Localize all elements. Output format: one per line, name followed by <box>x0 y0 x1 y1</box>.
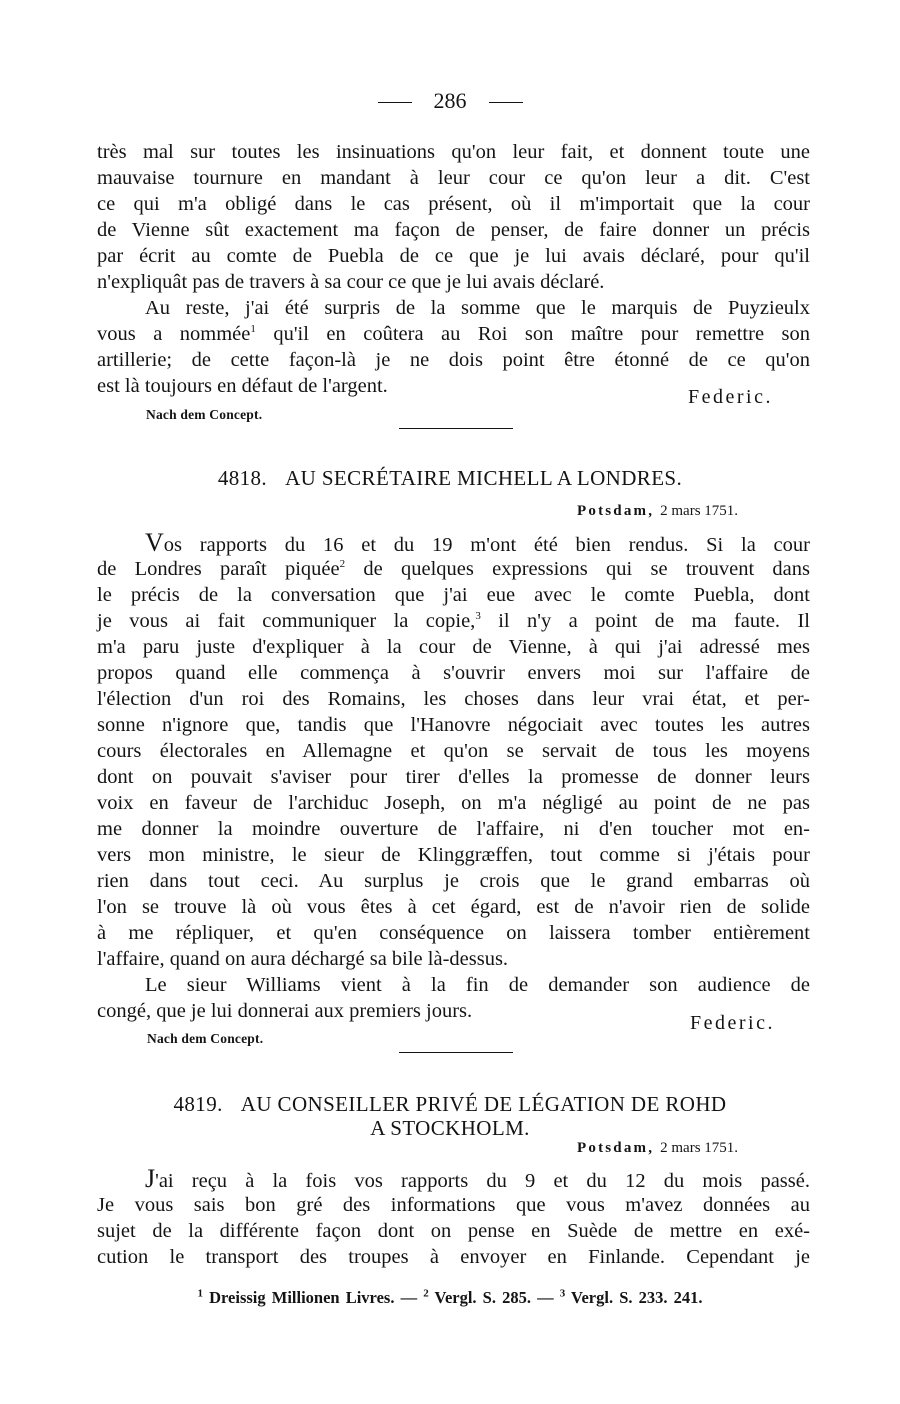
signature: Federic. <box>690 1012 775 1034</box>
footnote-ref: 3 <box>475 610 481 623</box>
text-line: est là toujours en défaut de l'argent. <box>97 375 388 397</box>
text-line: Le sieur Williams vient à la fin de demander son audience de <box>145 974 810 996</box>
text-run: vous a nommée <box>97 323 251 345</box>
text-line: très mal sur toutes les insinuations qu'on leur fait, et donnent toute une <box>97 141 810 163</box>
text-line: l'affaire, quand on aura déchargé sa bile là-dessus. <box>97 948 509 970</box>
text-run: de Londres paraît piquée <box>97 558 340 580</box>
footnote-ref: 1 <box>250 323 256 336</box>
text-line: ce qui m'a obligé dans le cas présent, où il m'importait que la cour <box>97 193 810 215</box>
text-line: artillerie; de cette façon-là je ne dois point être étonné de ce qu'on <box>97 349 810 371</box>
text-line: dont on pouvait s'aviser pour tirer d'elles la promesse de donner leurs <box>97 766 810 788</box>
letter-title: AU SECRÉTAIRE MICHELL A LONDRES. <box>285 466 683 490</box>
text-line: propos quand elle commença à s'ouvrir envers moi sur l'affaire de <box>97 662 810 684</box>
text-line: le précis de la conversation que j'ai eue avec le comte Puebla, dont <box>97 584 810 606</box>
text-line: Je vous sais bon gré des informations que vous m'avez données au <box>97 1194 810 1216</box>
place-date <box>577 503 738 520</box>
initial-letter: J <box>145 1164 156 1193</box>
date: 2 mars 1751. <box>660 503 739 519</box>
letter-number: 4818. <box>217 466 268 490</box>
text-line: par écrit au comte de Puebla de ce que je lui avais déclaré, pour qu'il <box>97 245 810 267</box>
text-line: sonne n'ignore que, tandis que l'Hanovre négociait avec toutes les autres <box>97 714 810 736</box>
footnote-text: Vergl. S. 285. — <box>428 1288 560 1307</box>
section-rule <box>399 428 513 429</box>
place-date <box>577 1140 738 1157</box>
text-line: n'expliquât pas de travers à sa cour ce que je lui avais déclaré. <box>97 271 605 293</box>
source-note: Nach dem Concept. <box>147 1031 264 1046</box>
text-run: il n'y a point de ma faute. Il <box>480 610 810 632</box>
text-line: me donner la moindre ouverture de l'affaire, ni d'en toucher mot en- <box>97 818 810 840</box>
text-line: congé, que je lui donnerai aux premiers jours. <box>97 1000 473 1022</box>
text-run: de quelques expressions qui se trouvent dans <box>345 558 810 580</box>
text-line: cution le transport des troupes à envoyer en Finlande. Cependant je <box>97 1246 810 1268</box>
initial-letter: V <box>145 528 164 557</box>
text-line: de Vienne sût exactement ma façon de penser, de faire donner un précis <box>97 219 810 241</box>
section-rule <box>399 1052 513 1053</box>
text-line: l'on se trouve là où vous êtes à cet égard, est de n'avoir rien de solide <box>97 896 810 918</box>
footnote-text: Vergl. S. 233. 241. <box>565 1288 703 1307</box>
footnote-ref: 2 <box>339 558 346 571</box>
text-line: rien dans tout ceci. Au surplus je crois que le grand embarras où <box>97 870 810 892</box>
text-line: m'a paru juste d'expliquer à la cour de Vienne, à qui j'ai adressé mes <box>97 636 810 658</box>
footnote-number: 3 <box>559 1287 566 1300</box>
text-run: qu'il en coûtera au Roi son maître pour remettre son <box>255 323 811 345</box>
page-number: 286 <box>433 88 467 113</box>
place: Potsdam, <box>577 503 655 519</box>
text-run: je vous ai fait communiquer la copie, <box>97 610 476 632</box>
letter-number: 4819. <box>173 1092 223 1116</box>
text-line: sujet de la différente façon dont on pense en Suède de mettre en exé- <box>97 1220 810 1242</box>
letter-heading <box>0 466 900 491</box>
text-line: voix en faveur de l'archiduc Joseph, on m'a négligé au point de ne pas <box>97 792 810 814</box>
text-line: l'élection d'un roi des Romains, les choses dans leur vrai état, et per- <box>97 688 810 710</box>
place: Potsdam, <box>577 1140 655 1156</box>
footnote-number: 2 <box>423 1287 429 1300</box>
text-line: Au reste, j'ai été surpris de la somme que le marquis de Puyzieulx <box>145 297 810 319</box>
footnote-text: Dreissig Millionen Livres. — <box>202 1288 424 1307</box>
text-line <box>97 556 810 582</box>
letter-title: AU CONSEILLER PRIVÉ DE LÉGATION DE ROHD <box>240 1092 727 1116</box>
text-line: mauvaise tournure en mandant à leur cour ce qu'on leur a dit. C'est <box>97 167 810 189</box>
header-dash-left <box>378 102 412 103</box>
letter-heading <box>0 1092 900 1117</box>
text-line: vers mon ministre, le sieur de Klinggræffen, tout comme si j'étais pour <box>97 844 810 866</box>
date: 2 mars 1751. <box>660 1140 739 1156</box>
text-run: os rapports du 16 et du 19 m'ont été bien rendus. Si la cour <box>163 534 810 556</box>
header-dash-right <box>489 102 523 103</box>
text-line <box>145 1166 810 1194</box>
letter-title-line2: A STOCKHOLM. <box>370 1116 530 1140</box>
text-line <box>97 321 810 347</box>
text-run: 'ai reçu à la fois vos rapports du 9 et du 12 du mois passé. <box>155 1170 810 1192</box>
text-line <box>145 530 810 558</box>
footnotes <box>0 1288 900 1308</box>
text-line: cours électorales en Allemagne et qu'on se servait de tous les moyens <box>97 740 810 762</box>
signature: Federic. <box>688 386 773 408</box>
source-note: Nach dem Concept. <box>146 407 263 422</box>
text-line <box>97 608 810 634</box>
footnote-number: 1 <box>197 1287 203 1300</box>
page-header <box>0 88 900 114</box>
text-line: à me répliquer, et qu'en conséquence on laissera tomber entièrement <box>97 922 810 944</box>
